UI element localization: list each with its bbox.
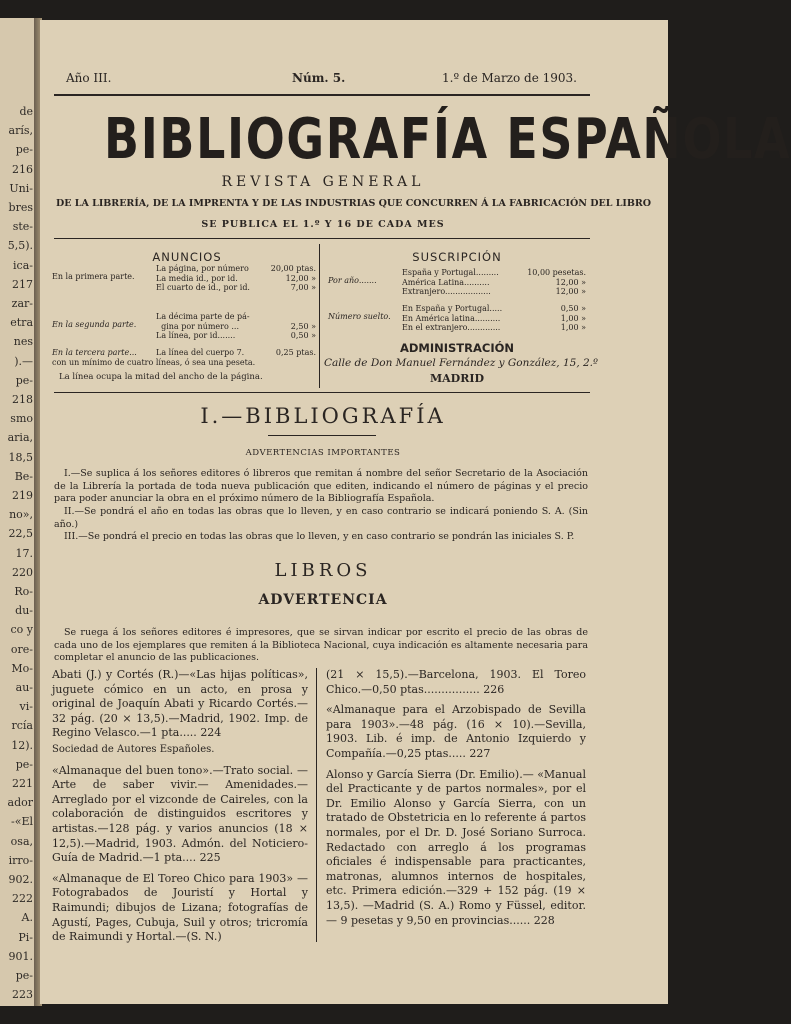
- anuncios-min-note: con un mínimo de cuatro líneas, ó sea una peseta.: [52, 358, 256, 367]
- left-page-text: 220: [12, 565, 33, 579]
- left-page-text: -«El: [11, 815, 33, 829]
- left-page-text: ore-: [10, 642, 33, 656]
- left-page-text: pe-: [15, 757, 33, 771]
- entry-228: Alonso y García Sierra (Dr. Emilio).— «Manual del Practicante y de partos normales», por el Dr. Emilio Alonso y García Sierra, con un tratado de Obstetricia en lo referente á partos normales, por el Dr. D. José Soriano Surroca. Redactado con arreglo á los programas oficiales é indispensable para practicantes, matronas, alumnos internos de hospitales, etc. Primera edición.—329 + 152 pág. (19 × 13,5). —Madrid (S. A.) Romo y Füssel, editor.— 9 pesetas y 9,50 en provincias...... 228: [326, 767, 586, 927]
- advert-paragraph-2: II.—Se pondrá el año en todas las obras que lo lleven, y en caso contrario se indicará poniendo S. A. (Sin año.): [54, 506, 588, 530]
- left-page-text: du-: [15, 604, 33, 618]
- anuncios-note: La línea ocupa la mitad del ancho de la página.: [59, 372, 263, 382]
- masthead-description: DE LA LIBRERÍA, DE LA IMPRENTA Y DE LAS INDUSTRIAS QUE CONCURREN Á LA FABRICACIÓN DEL LIBRO: [56, 198, 652, 209]
- suscripcion-group-2: En España y Portugal..... 0,50 » En América latina.......... 1,00 » En el extranjero............. 1,00 »: [402, 304, 586, 332]
- left-page-text: etra: [10, 316, 33, 330]
- libros-intro: Se ruega á los señores editores é impresores, que se sirvan indicar por escrito el precio de las obras de cada uno de los ejemplares que remiten á la Biblioteca Nacional, cuya indicación es altamente necesaria para completar el anuncio de las publicaciones.: [54, 627, 588, 664]
- anuncios-group-2: La décima parte de pá- gina por número ... 2,50 » La línea, por id....... 0,50 »: [156, 312, 316, 340]
- left-page-text: 5,5).: [7, 239, 33, 253]
- entry-224-extra: Sociedad de Autores Españoles.: [52, 743, 215, 755]
- issue-number: Núm. 5.: [292, 71, 346, 85]
- anuncios-group-3: La línea del cuerpo 7. 0,25 ptas.: [156, 348, 316, 357]
- left-page-text: 12).: [11, 738, 33, 752]
- entry-226-start: «Almanaque de El Toreo Chico para 1903» —Fotograbados de Jouristí y Hortal y Raimundi; dibujos de Lizana; fotografías de Agustí, Pages, Cubuja, Suil y otros; tricromía de Raimundi y Hortal.—(S. N.): [52, 871, 308, 944]
- header-rule: [54, 94, 590, 96]
- left-page-text: 218: [12, 393, 33, 406]
- admin-address: Calle de Don Manuel Fernández y González, 15, 2.º: [324, 357, 598, 369]
- anuncios-group-label: En la segunda parte.: [52, 320, 137, 329]
- admin-city: MADRID: [429, 372, 485, 385]
- column-divider: [316, 668, 317, 942]
- issue-date: 1.º de Marzo de 1903.: [442, 71, 577, 85]
- left-page-text: 219: [12, 489, 33, 502]
- left-page-fragment: [0, 18, 36, 1006]
- suscripcion-group-label: Por año.......: [328, 276, 377, 285]
- left-page-text: 22,5: [8, 527, 33, 541]
- entries-column-left: [52, 668, 308, 951]
- advert-paragraph-3: III.—Se pondrá el precio en todas las obras que lo lleven, y en caso contrario se pondrán las iniciales S. P.: [64, 531, 575, 542]
- left-page-text: 222: [12, 892, 33, 906]
- left-page-text: zar-: [11, 297, 33, 310]
- masthead-subtitle: REVISTA GENERAL: [221, 174, 425, 190]
- left-page-text: Ro-: [14, 585, 33, 598]
- left-page-text: co y: [10, 623, 33, 637]
- suscripcion-heading: SUSCRIPCIÓN: [412, 250, 502, 264]
- advertencia-heading: ADVERTENCIA: [258, 592, 388, 608]
- entry-225: «Almanaque del buen tono».—Trato social. —Arte de saber vivir.— Amenidades.— Arreglado por el vizconde de Caireles, con la colaboración de distinguidos escritores y artistas.—128 pág. y varios anuncios (18 × 12,5).—Madrid, 1903. Admón. del Noticiero-Guía de Madrid.—1 pta.... 225: [52, 763, 308, 865]
- entry-227: «Almanaque para el Arzobispado de Sevilla para 1903».—48 pág. (16 × 10).—Sevilla, 1903. Lib. é imp. de Antonio Izquierdo y Compañía.—0,25 ptas..... 227: [326, 703, 586, 760]
- suscripcion-group-1: España y Portugal......... 10,00 pesetas. América Latina.......... 12,00 » Extranjero.................. 12,00 »: [402, 268, 586, 296]
- section-underline: [268, 435, 376, 436]
- left-page-text: 18,5: [8, 450, 33, 464]
- left-page-text: irro-: [8, 853, 33, 867]
- left-page-text: nes: [13, 335, 33, 349]
- left-page-text: Be-: [14, 469, 33, 483]
- left-page-text: au-: [15, 681, 33, 694]
- left-page-text: osa,: [10, 834, 33, 848]
- libros-heading: LIBROS: [274, 560, 372, 581]
- entries-column-right: [326, 668, 586, 934]
- left-page-text: 17.: [15, 546, 33, 560]
- left-page-text: 223: [12, 988, 33, 1002]
- anuncios-heading: ANUNCIOS: [152, 250, 222, 264]
- masthead-frequency: SE PUBLICA EL 1.º Y 16 DE CADA MES: [201, 219, 445, 230]
- left-page-text: smo: [10, 412, 33, 426]
- left-page-text: A.: [21, 911, 33, 925]
- suscripcion-group-label: Número suelto.: [328, 312, 391, 321]
- anuncios-group-label: En la primera parte.: [52, 272, 135, 281]
- left-page-text: ).—: [14, 354, 33, 368]
- left-page-text: pe-: [15, 373, 33, 387]
- issue-year: Año III.: [66, 71, 112, 85]
- advert-paragraph-1: I.—Se suplica á los señores editores ó libreros que remitan á nombre del señor Secretario de la Asociación de la Librería la portada de toda nueva publicación que editen, indicando el número de páginas y el precio para poder anunciar la obra en el próximo número de la Bibliografía Española.: [54, 468, 588, 505]
- anuncios-group-label: En la tercera parte...: [52, 348, 137, 357]
- masthead-rule: [54, 238, 590, 239]
- left-page-text: 902.: [8, 873, 33, 886]
- left-page-text: Pi-: [18, 930, 33, 944]
- left-page-text: Mo-: [11, 661, 33, 675]
- left-page-text: pe-: [15, 969, 33, 982]
- left-page-text: rcía: [11, 719, 33, 733]
- left-page-text: 217: [12, 277, 33, 291]
- left-page-text: no»,: [9, 508, 33, 522]
- left-page-text: arís,: [8, 124, 33, 138]
- admin-heading: ADMINISTRACIÓN: [399, 341, 515, 355]
- masthead-title: BIBLIOGRAFÍA ESPAÑOLA: [104, 107, 791, 172]
- left-page-text: pe-: [15, 143, 33, 157]
- entry-226: (21 × 15,5).—Barcelona, 1903. El Toreo Chico.—0,50 ptas................ 226: [326, 668, 586, 696]
- left-page-text: 901.: [8, 949, 33, 963]
- left-page-text: ador: [7, 796, 33, 810]
- left-page-text: ste-: [12, 220, 33, 234]
- left-page-text: 221: [12, 777, 33, 790]
- left-page-text: de: [19, 105, 33, 118]
- section-heading: I.—BIBLIOGRAFÍA: [200, 404, 446, 428]
- left-page-text: aria,: [7, 431, 33, 445]
- entry-224: Abati (J.) y Cortés (R.)—«Las hijas políticas», juguete cómico en un acto, en prosa y original de Joaquín Abati y Ricardo Cortés.—32 pág. (20 × 13,5).—Madrid, 1902. Imp. de Regino Velasco.—1 pta..... 224: [52, 668, 308, 740]
- left-page-text: 216: [12, 162, 33, 176]
- left-page-text: vi-: [19, 700, 33, 714]
- box-divider: [319, 244, 320, 388]
- advert-heading: ADVERTENCIAS IMPORTANTES: [245, 448, 401, 458]
- anuncios-group-1: La página, por número 20,00 ptas. La media id., por id. 12,00 » El cuarto de id., por id. 7,00 »: [156, 264, 316, 292]
- box-bottom-rule: [54, 392, 590, 393]
- left-page-text: bres: [8, 201, 33, 214]
- left-page-text: ica-: [13, 258, 33, 272]
- left-page-text: Uni-: [9, 181, 33, 195]
